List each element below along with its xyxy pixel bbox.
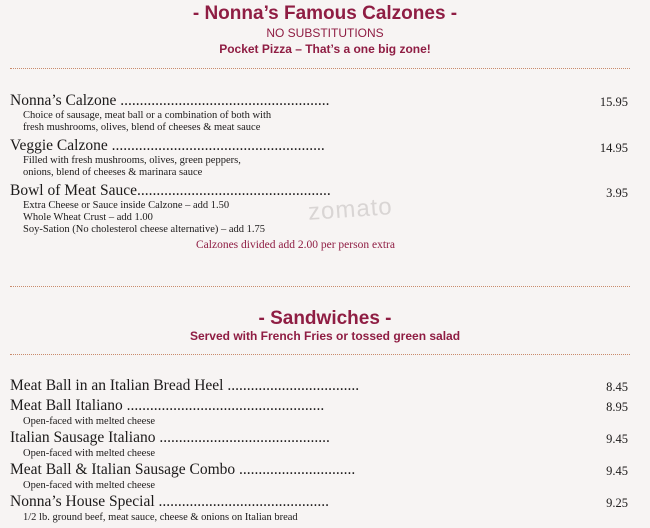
menu-item-name: Nonna’s House Special ............................................ [10,493,330,510]
menu-item-desc: Open-faced with melted cheese [23,448,156,459]
menu-item-name: Veggie Calzone ....................................................... [10,137,325,154]
menu-item-name: Nonna’s Calzone ...................................................... [10,92,330,109]
menu-item-price: 3.95 [606,186,628,200]
menu-item-desc: Open-faced with melted cheese [23,416,156,427]
menu-item-name: Meat Ball in an Italian Bread Heel .................................. [10,377,360,394]
calzones-title: - Nonna’s Famous Calzones - [192,3,458,24]
menu-item-price: 9.25 [606,496,628,510]
menu-item-desc: Soy-Sation (No cholesterol cheese alternative) – add 1.75 [23,224,266,235]
menu-item-desc: Open-faced with melted cheese [23,480,156,491]
divider [10,68,630,69]
menu-item-desc: Whole Wheat Crust – add 1.00 [23,212,153,223]
menu-item-desc: fresh mushrooms, olives, blend of cheeses & meat sauce [23,122,261,133]
sandwiches-note: Served with French Fries or tossed green salad [189,329,461,343]
no-substitutions: NO SUBSTITUTIONS [266,26,384,40]
menu-item-desc: Choice of sausage, meat ball or a combination of both with [23,110,272,121]
menu-item-name: Meat Ball Italiano ................................................... [10,397,325,414]
divider [10,286,630,287]
menu-item-price: 15.95 [599,95,628,109]
menu-item-price: 9.45 [606,432,628,446]
menu-item-name: Italian Sausage Italiano ............................................ [10,429,330,446]
menu-item-desc: onions, blend of cheeses & marinara sauce [23,167,203,178]
menu-item-desc: Filled with fresh mushrooms, olives, green peppers, [23,155,241,166]
menu-item-price: 14.95 [599,141,628,155]
watermark: zomato [307,193,394,226]
menu-item-price: 8.45 [606,380,628,394]
menu-item-desc: Extra Cheese or Sauce inside Calzone – add 1.50 [23,200,230,211]
sandwiches-title: - Sandwiches - [258,308,392,329]
pocket-pizza-tagline: Pocket Pizza – That’s a one big zone! [219,42,431,56]
menu-item-name: Bowl of Meat Sauce.................................................. [10,182,331,199]
calzones-divided-note: Calzones divided add 2.00 per person extra [196,239,395,251]
divider [10,354,630,355]
menu-item-price: 9.45 [606,464,628,478]
menu-item-desc: 1/2 lb. ground beef, meat sauce, cheese & onions on Italian bread [23,512,298,523]
menu-item-name: Meat Ball & Italian Sausage Combo .............................. [10,461,356,478]
menu-item-price: 8.95 [606,400,628,414]
